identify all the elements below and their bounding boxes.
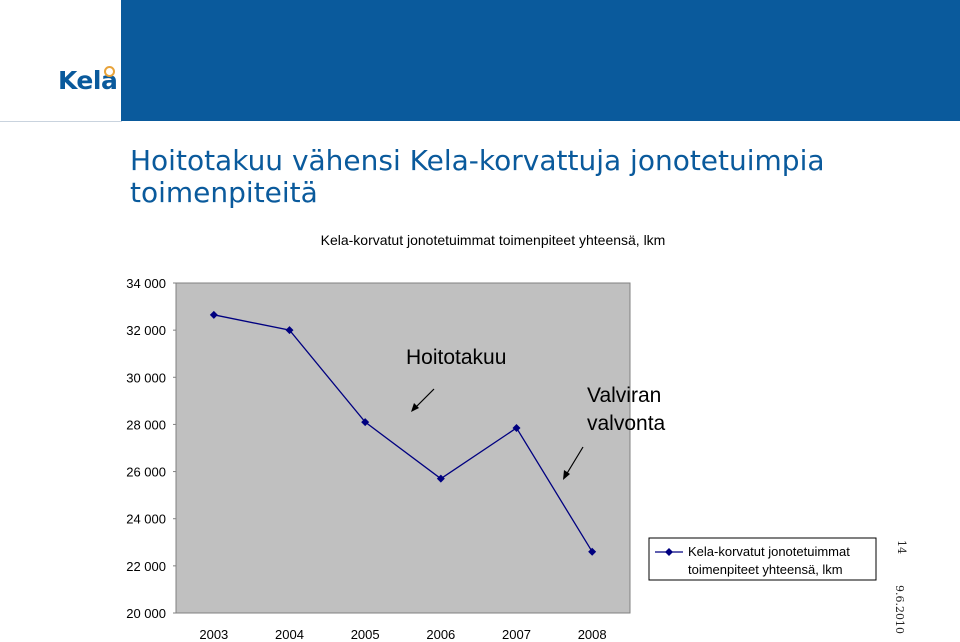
kela-logo: Kela bbox=[58, 66, 118, 95]
x-tick-label: 2003 bbox=[199, 627, 229, 642]
annotation-valviran: Valviran bbox=[587, 384, 662, 407]
y-tick-label: 24 000 bbox=[126, 511, 166, 527]
y-tick-label: 32 000 bbox=[126, 323, 166, 339]
legend-label-line1: Kela-korvatut jonotetuimmat bbox=[688, 544, 850, 559]
slide-title: Hoitotakuu vähensi Kela-korvattuja jonotetuimpia toimenpiteitä bbox=[130, 144, 825, 209]
x-tick-label: 2006 bbox=[426, 627, 456, 642]
y-tick-label: 30 000 bbox=[126, 370, 166, 386]
x-tick-label: 2007 bbox=[502, 627, 531, 642]
y-tick-label: 34 000 bbox=[126, 276, 166, 291]
y-tick-label: 22 000 bbox=[126, 558, 166, 574]
annotation-valvonta: valvonta bbox=[587, 412, 666, 435]
plot-area bbox=[176, 283, 630, 613]
y-tick-label: 28 000 bbox=[126, 417, 166, 433]
x-tick-label: 2004 bbox=[275, 627, 304, 642]
slide-date: 9.6.2010 bbox=[893, 585, 906, 634]
x-tick-label: 2005 bbox=[350, 627, 380, 642]
legend-label-line2: toimenpiteet yhteensä, lkm bbox=[688, 562, 843, 577]
chart-title: Kela-korvatut jonotetuimmat toimenpiteet yhteensä, lkm bbox=[320, 232, 666, 248]
annotation-hoitotakuu: Hoitotakuu bbox=[406, 346, 507, 369]
page-number: 14 bbox=[895, 540, 908, 554]
y-tick-label: 26 000 bbox=[126, 464, 166, 480]
y-tick-label: 20 000 bbox=[126, 606, 166, 621]
x-tick-label: 2008 bbox=[577, 627, 607, 642]
